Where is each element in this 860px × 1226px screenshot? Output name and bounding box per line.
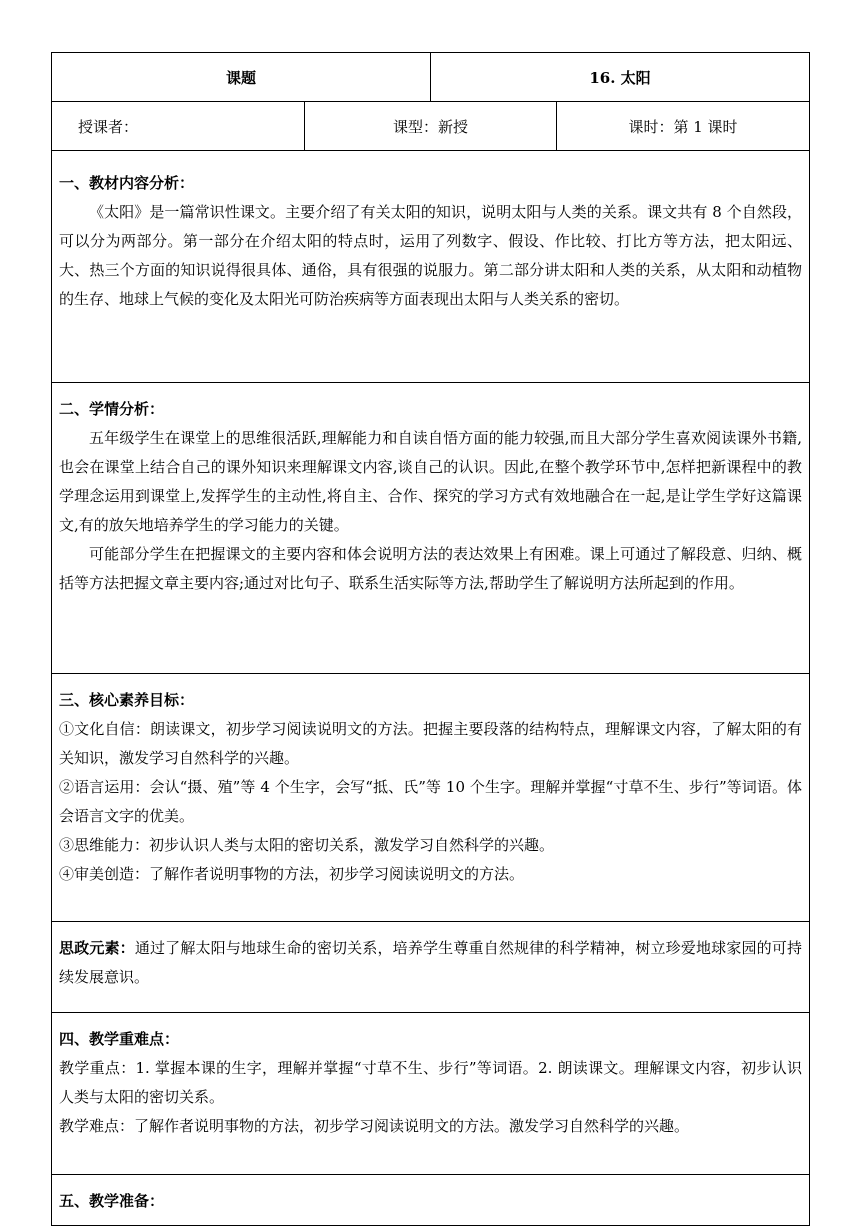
lesson-type: 课型：新授 [305, 102, 557, 151]
section-title: 五、教学准备： [59, 1192, 165, 1210]
lesson-plan-page [51, 52, 809, 1226]
section-paragraph: 五年级学生在课堂上的思维很活跃,理解能力和自读自悟方面的能力较强,而且大部分学生喜欢阅读课外书籍,也会在课堂上结合自己的课外知识来理解课文内容,谈自己的认识。因此,在整个教学环节中,怎样把新课程中的教学理念运用到课堂上,发挥学生的主动性,将自主、合作、探究的学习方式有效地融合在一起,是让学生学好这篇课文,有的放矢地培养学生的学习能力的关键。 [59, 429, 803, 534]
section-title: 三、核心素养目标： [59, 691, 195, 709]
key-point: 教学重点：1. 掌握本课的生字，理解并掌握“寸草不生、步行”等词语。2. 朗读课文。理解课文内容，初步认识人类与太阳的密切关系。 [59, 1059, 803, 1106]
goal-item: ①文化自信：朗读课文，初步学习阅读说明文的方法。把握主要段落的结构特点，理解课文内容，了解太阳的有关知识，激发学习自然科学的兴趣。 [59, 720, 803, 767]
section-core-goals [52, 674, 810, 922]
teacher-label: 授课者： [52, 102, 305, 151]
section-title: 二、学情分析： [59, 400, 165, 418]
section-preparation [52, 1175, 810, 1226]
goal-item: ②语言运用：会认“摄、殖”等 4 个生字，会写“抵、氏”等 10 个生字。理解并掌握“寸草不生、步行”等词语。体会语言文字的优美。 [59, 778, 803, 825]
ideology-text: 通过了解太阳与地球生命的密切关系，培养学生尊重自然规律的科学精神，树立珍爱地球家园的可持续发展意识。 [59, 939, 803, 986]
section-title: 四、教学重难点： [59, 1030, 180, 1048]
info-row [52, 102, 810, 151]
section-ideology [52, 922, 810, 1013]
section-student-analysis [52, 383, 810, 674]
section-textbook-analysis [52, 151, 810, 383]
goal-item: ③思维能力：初步认识人类与太阳的密切关系，激发学习自然科学的兴趣。 [59, 836, 555, 854]
ideology-label: 思政元素： [59, 939, 135, 957]
section-key-points [52, 1013, 810, 1175]
lesson-time: 课时：第 1 课时 [557, 102, 810, 151]
lesson-plan-table [51, 52, 810, 1226]
header-row [52, 53, 810, 102]
goal-item: ④审美创造：了解作者说明事物的方法，初步学习阅读说明文的方法。 [59, 865, 525, 883]
topic-label: 课题 [52, 53, 431, 102]
section-paragraph: 可能部分学生在把握课文的主要内容和体会说明方法的表达效果上有困难。课上可通过了解段意、归纳、概括等方法把握文章主要内容;通过对比句子、联系生活实际等方法,帮助学生了解说明方法所起到的作用。 [59, 545, 803, 592]
topic-value: 16. 太阳 [431, 53, 810, 102]
section-paragraph: 《太阳》是一篇常识性课文。主要介绍了有关太阳的知识，说明太阳与人类的关系。课文共有 8 个自然段，可以分为两部分。第一部分在介绍太阳的特点时，运用了列数字、假设、作比较、打比方等方法，把太阳远、大、热三个方面的知识说得很具体、通俗，具有很强的说服力。第二部分讲太阳和人类的关系，从太阳和动植物的生存、地球上气候的变化及太阳光可防治疾病等方面表现出太阳与人类关系的密切。 [59, 203, 803, 308]
difficult-point: 教学难点：了解作者说明事物的方法，初步学习阅读说明文的方法。激发学习自然科学的兴趣。 [59, 1117, 690, 1135]
section-title: 一、教材内容分析： [59, 174, 195, 192]
